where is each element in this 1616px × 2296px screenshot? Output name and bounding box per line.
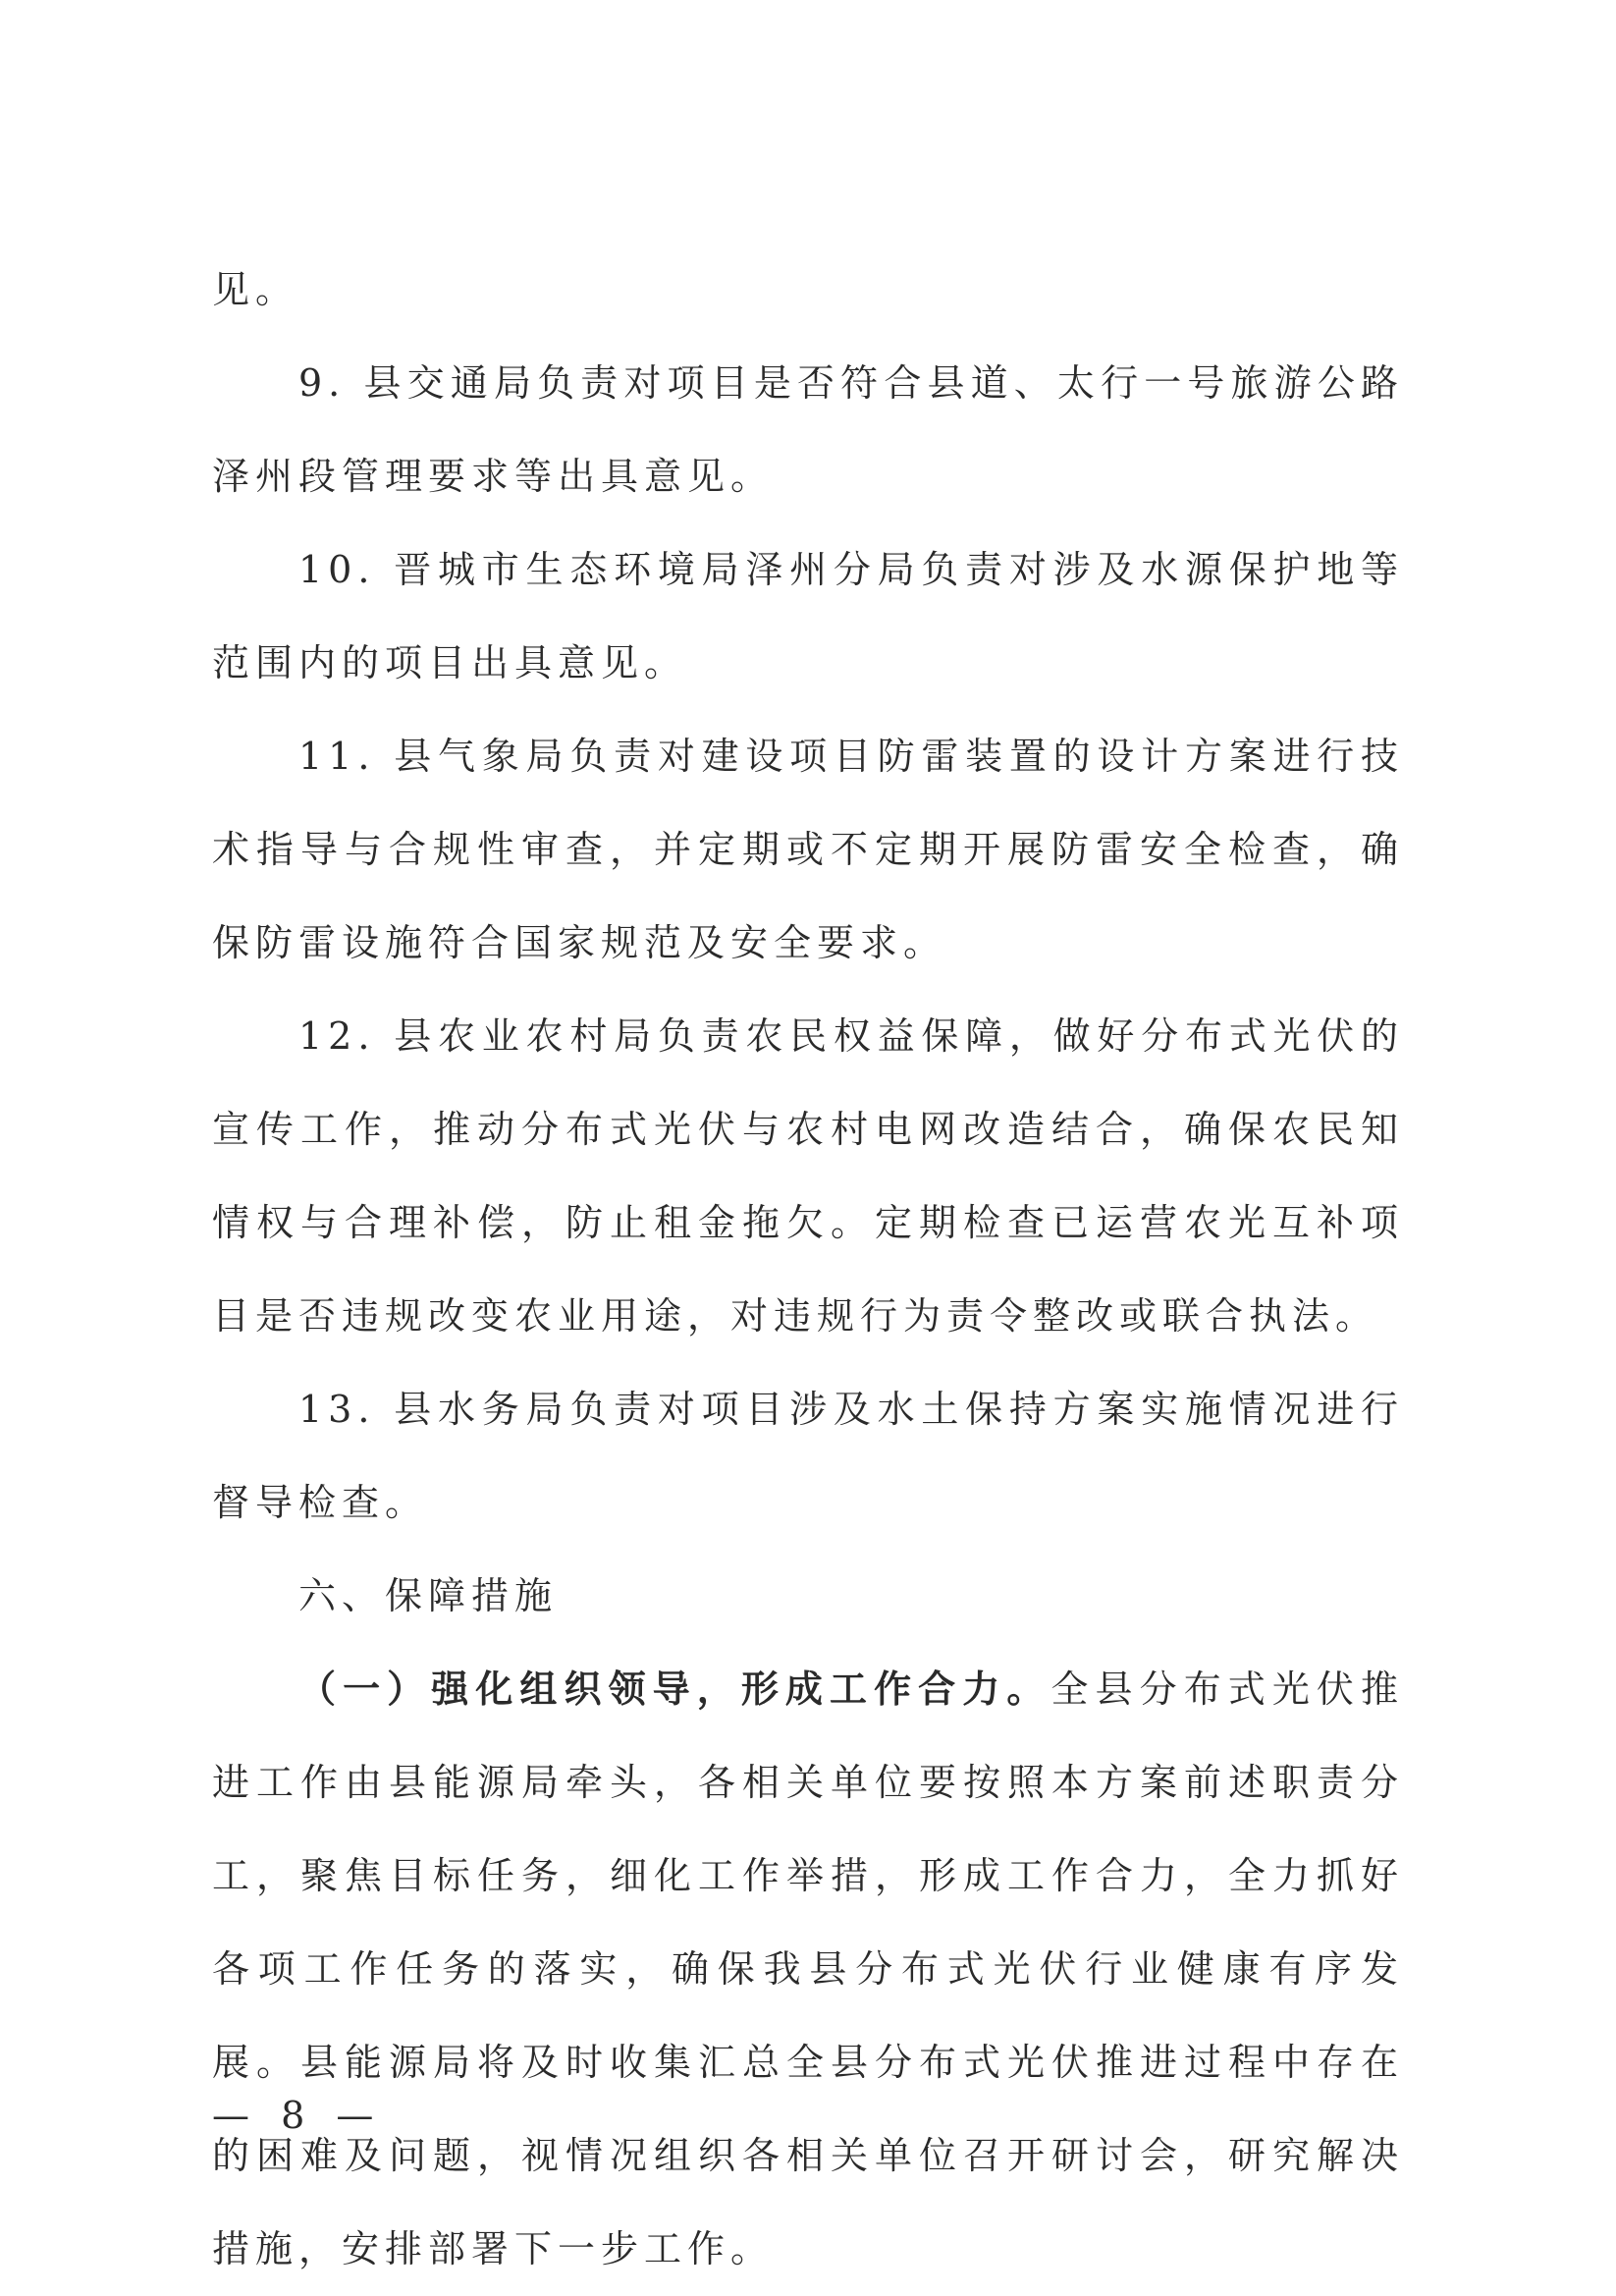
paragraph-item-12: 12. 县农业农村局负责农民权益保障，做好分布式光伏的宣传工作，推动分布式光伏与农村电网改造结合，确保农民知情权与合理补偿，防止租金拖欠。定期检查已运营农光互补项目是否违规改变农业用途，对违规行为责令整改或联合执法。 (212, 1014, 1404, 1338)
measure-1-body: 全县分布式光伏推进工作由县能源局牵头，各相关单位要按照本方案前述职责分工，聚焦目标任务，细化工作举措，形成工作合力，全力抓好各项工作任务的落实，确保我县分布式光伏行业健康有序发展。县能源局将及时收集汇总全县分布式光伏推进过程中存在的困难及问题，视情况组织各相关单位召开研讨会，研究解决措施，安排部署下一步工作。 (212, 1667, 1404, 2270)
section-heading: 六、保障措施 (298, 1574, 559, 1617)
paragraph-item-9: 9. 县交通局负责对项目是否符合县道、太行一号旅游公路泽州段管理要求等出具意见。 (212, 361, 1404, 498)
document-body (212, 244, 1404, 2296)
page-number: — 8 — (212, 2094, 384, 2137)
paragraph-measure-1 (212, 1643, 1404, 2296)
measure-1-lead: （一）强化组织领导，形成工作合力。 (298, 1667, 1051, 1711)
paragraph-item-10: 10. 晋城市生态环境局泽州分局负责对涉及水源保护地等范围内的项目出具意见。 (212, 548, 1404, 684)
paragraph-item-11: 11. 县气象局负责对建设项目防雷装置的设计方案进行技术指导与合规性审查，并定期或不定期开展防雷安全检查，确保防雷设施符合国家规范及安全要求。 (212, 735, 1404, 964)
paragraph-item-13: 13. 县水务局负责对项目涉及水土保持方案实施情况进行督导检查。 (212, 1388, 1404, 1524)
paragraph-continuation: 见。 (212, 268, 299, 311)
